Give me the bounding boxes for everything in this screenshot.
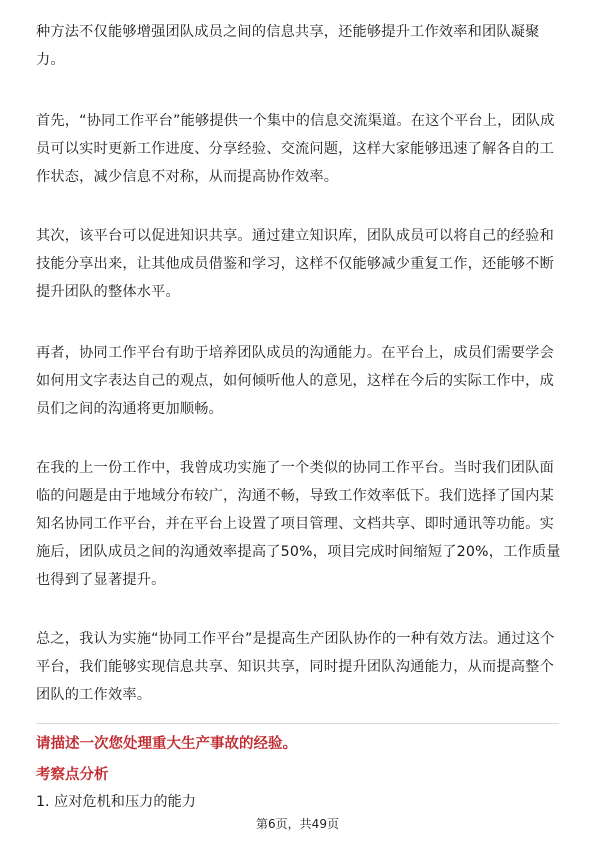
page-number-footer: 第6页，共49页 [256,817,339,831]
text-line: 力。 [36,52,65,68]
paragraph-second [36,222,566,306]
text-line: 团队的工作效率。 [36,687,152,703]
text-line: 也得到了显著提升。 [36,572,166,588]
text-line: 提升团队的整体水平。 [36,284,180,300]
text-line: 如何用文字表达自己的观点，如何倾听他人的意见，这样在今后的实际工作中，成 [36,373,554,389]
text-line: 员们之间的沟通将更加顺畅。 [36,401,224,417]
text-line: 技能分享出来，让其他成员借鉴和学习，这样不仅能够减少重复工作，还能够不断 [36,256,554,272]
text-line: 平台，我们能够实现信息共享、知识共享，同时提升团队沟通能力，从而提高整个 [36,659,554,675]
text-line: 其次，该平台可以促进知识共享。通过建立知识库，团队成员可以将自己的经验和 [36,228,554,244]
paragraph-intro-continuation [36,18,566,74]
paragraph-experience [36,454,566,594]
text-line: 作状态，减少信息不对称，从而提高协作效率。 [36,169,339,185]
paragraph-first [36,107,566,191]
text-line: 临的问题是由于地域分布较广，沟通不畅，导致工作效率低下。我们选择了国内某 [36,488,554,504]
text-line: 首先，“协同工作平台”能够提供一个集中的信息交流渠道。在这个平台上，团队成 [36,113,555,129]
text-line: 种方法不仅能够增强团队成员之间的信息共享，还能够提升工作效率和团队凝聚 [36,24,540,40]
text-line: 再者，协同工作平台有助于培养团队成员的沟通能力。在平台上，成员们需要学会 [36,345,554,361]
text-line: 总之，我认为实施“协同工作平台”是提高生产团队协作的一种有效方法。通过这个 [36,631,555,647]
text-line: 员可以实时更新工作进度、分享经验、交流问题，这样大家能够迅速了解各自的工 [36,141,554,157]
text-line: 施后，团队成员之间的沟通效率提高了50%，项目完成时间缩短了20%，工作质量 [36,544,561,560]
question-heading: 请描述一次您处理重大生产事故的经验。 [36,736,297,752]
section-divider [36,723,559,724]
analysis-point: 1. 应对危机和压力的能力 [36,794,196,810]
text-line: 知名协同工作平台，并在平台上设置了项目管理、文档共享、即时通讯等功能。实 [36,516,554,532]
text-line: 在我的上一份工作中，我曾成功实施了一个类似的协同工作平台。当时我们团队面 [36,460,554,476]
section-heading: 考察点分析 [36,767,109,783]
paragraph-conclusion [36,625,566,709]
paragraph-third [36,339,566,423]
